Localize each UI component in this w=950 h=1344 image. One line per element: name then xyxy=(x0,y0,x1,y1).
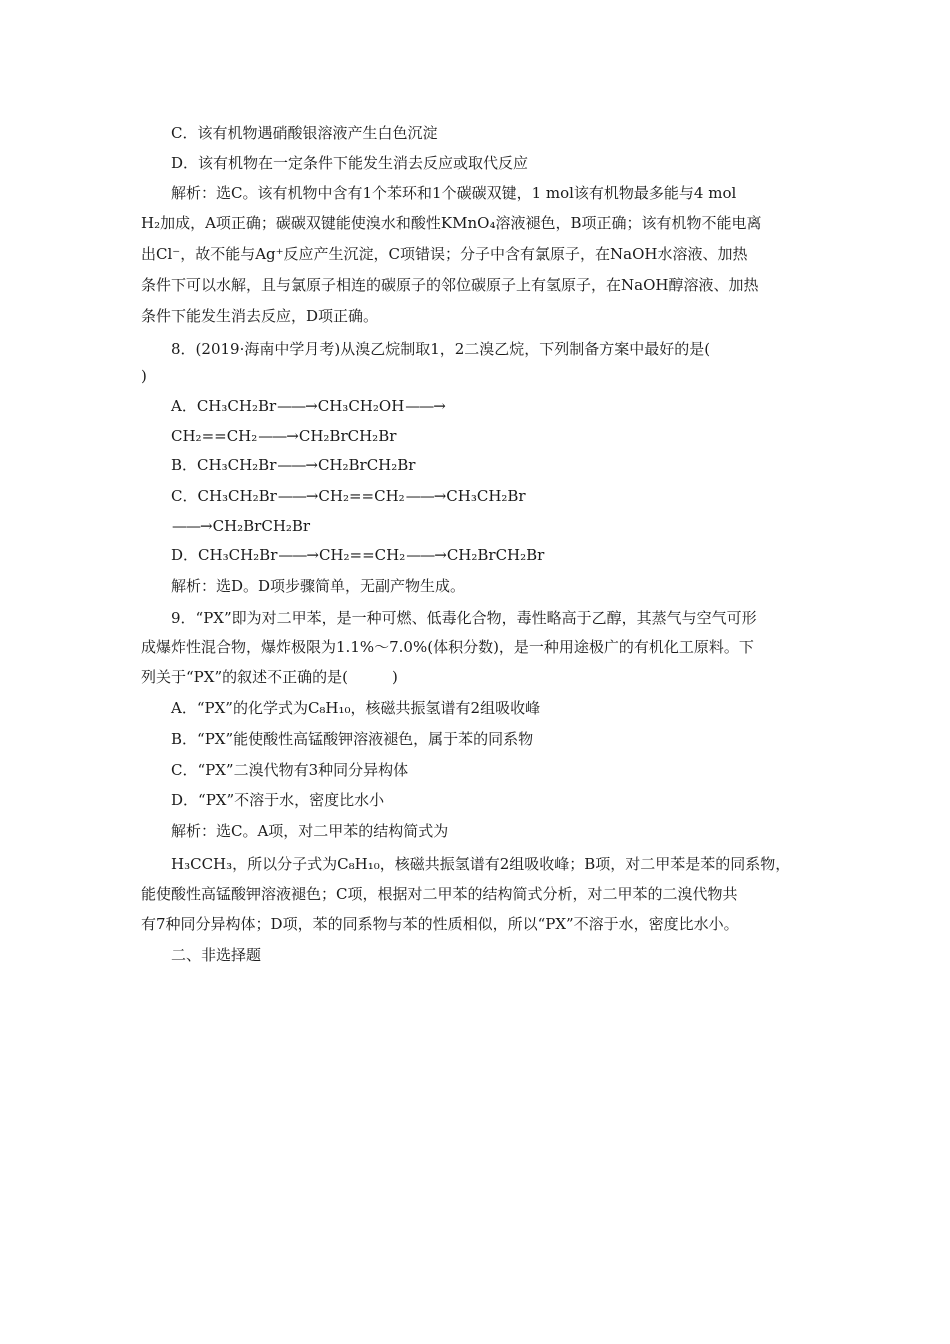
q8-option-d xyxy=(171,545,544,565)
q9-stem-line-2: 成爆炸性混合物，爆炸极限为1.1%～7.0%(体积分数)，是一种用途极广的有机化工原料。下 xyxy=(141,638,754,656)
q7-analysis-line-1: 解析：选C。该有机物中含有1个苯环和1个碳碳双键，1 mol该有机物最多能与4 mol xyxy=(171,184,737,202)
q9-stem-line-3 xyxy=(141,667,398,687)
reaction-arrow-icon: ——→ xyxy=(406,546,446,564)
q9-option-a: A．“PX”的化学式为C₈H₁₀，核磁共振氢谱有2组吸收峰 xyxy=(171,699,541,717)
q9-analysis-line-1: 解析：选C。A项，对二甲苯的结构简式为 xyxy=(171,822,449,840)
q8-analysis: 解析：选D。D项步骤简单，无副产物生成。 xyxy=(171,577,466,595)
q9-stem-text: 列关于“PX”的叙述不正确的是( xyxy=(141,668,348,686)
q9-stem-close: ) xyxy=(391,668,398,686)
q7-analysis-line-3: 出Cl⁻，故不能与Ag⁺反应产生沉淀，C项错误；分子中含有氯原子，在NaOH水溶液、加热 xyxy=(141,245,748,263)
q8-option-c-line-2 xyxy=(171,516,310,536)
reaction-arrow-icon: ——→ xyxy=(278,546,318,564)
q9-analysis-line-2: H₃CCH₃，所以分子式为C₈H₁₀，核磁共振氢谱有2组吸收峰；B项，对二甲苯是苯的同系物， xyxy=(171,855,791,873)
q9-option-c: C．“PX”二溴代物有3种同分异构体 xyxy=(171,761,409,779)
q8-option-a-line-2 xyxy=(171,426,396,446)
q8-a-intermediate-2: CH₂==CH₂ xyxy=(171,427,258,445)
q8-c-product: CH₂BrCH₂Br xyxy=(212,517,311,535)
reaction-arrow-icon: ——→ xyxy=(277,397,317,415)
q8-c-intermediate: CH₂==CH₂ xyxy=(318,487,405,505)
q8-c-reactant: C．CH₃CH₂Br xyxy=(171,487,277,505)
reaction-arrow-icon: ——→ xyxy=(405,397,445,415)
q8-stem-line-1 xyxy=(171,339,710,359)
q8-d-reactant: D．CH₃CH₂Br xyxy=(171,546,278,564)
q7-analysis-line-2: H₂加成，A项正确；碳碳双键能使溴水和酸性KMnO₄溶液褪色，B项正确；该有机物不能电离 xyxy=(141,214,762,232)
q8-a-product: CH₂BrCH₂Br xyxy=(298,427,397,445)
q8-option-b xyxy=(171,455,415,475)
reaction-arrow-icon: ——→ xyxy=(405,487,446,505)
q9-analysis-line-4: 有7种同分异构体；D项，苯的同系物与苯的性质相似，所以“PX”不溶于水，密度比水小。 xyxy=(141,915,739,933)
q9-analysis-line-3: 能使酸性高锰酸钾溶液褪色；C项，根据对二甲苯的结构简式分析，对二甲苯的二溴代物共 xyxy=(141,885,738,903)
q8-b-reactant: B．CH₃CH₂Br xyxy=(171,456,277,474)
q9-stem-line-1: 9．“PX”即为对二甲苯，是一种可燃、低毒化合物，毒性略高于乙醇，其蒸气与空气可形 xyxy=(171,609,757,627)
q8-c-intermediate-2: CH₃CH₂Br xyxy=(446,487,526,505)
q8-d-intermediate: CH₂==CH₂ xyxy=(318,546,406,564)
reaction-arrow-icon: ——→ xyxy=(277,487,318,505)
q8-option-a-line-1 xyxy=(171,396,446,416)
q8-stem-line-2: ) xyxy=(141,367,147,385)
q8-stem-text: 8．(2019·海南中学月考)从溴乙烷制取1，2二溴乙烷，下列制备方案中最好的是( xyxy=(171,340,711,358)
q7-analysis-line-5: 条件下能发生消去反应，D项正确。 xyxy=(141,307,379,325)
q7-option-c: C．该有机物遇硝酸银溶液产生白色沉淀 xyxy=(171,124,438,142)
q8-a-reactant: A．CH₃CH₂Br xyxy=(171,397,277,415)
q8-a-intermediate: CH₃CH₂OH xyxy=(317,397,405,415)
q8-option-c-line-1 xyxy=(171,486,526,506)
q7-analysis-line-4: 条件下可以水解，且与氯原子相连的碳原子的邻位碳原子上有氢原子，在NaOH醇溶液、加热 xyxy=(141,276,759,294)
q8-b-product: CH₂BrCH₂Br xyxy=(317,456,416,474)
section-heading-non-choice: 二、非选择题 xyxy=(171,946,262,964)
q7-option-d: D．该有机物在一定条件下能发生消去反应或取代反应 xyxy=(171,154,529,172)
q8-d-product: CH₂BrCH₂Br xyxy=(446,546,545,564)
reaction-arrow-icon: ——→ xyxy=(277,456,317,474)
reaction-arrow-icon: ——→ xyxy=(172,517,212,535)
q9-option-b: B．“PX”能使酸性高锰酸钾溶液褪色，属于苯的同系物 xyxy=(171,730,534,748)
reaction-arrow-icon: ——→ xyxy=(258,427,298,445)
q9-option-d: D．“PX”不溶于水，密度比水小 xyxy=(171,791,385,809)
